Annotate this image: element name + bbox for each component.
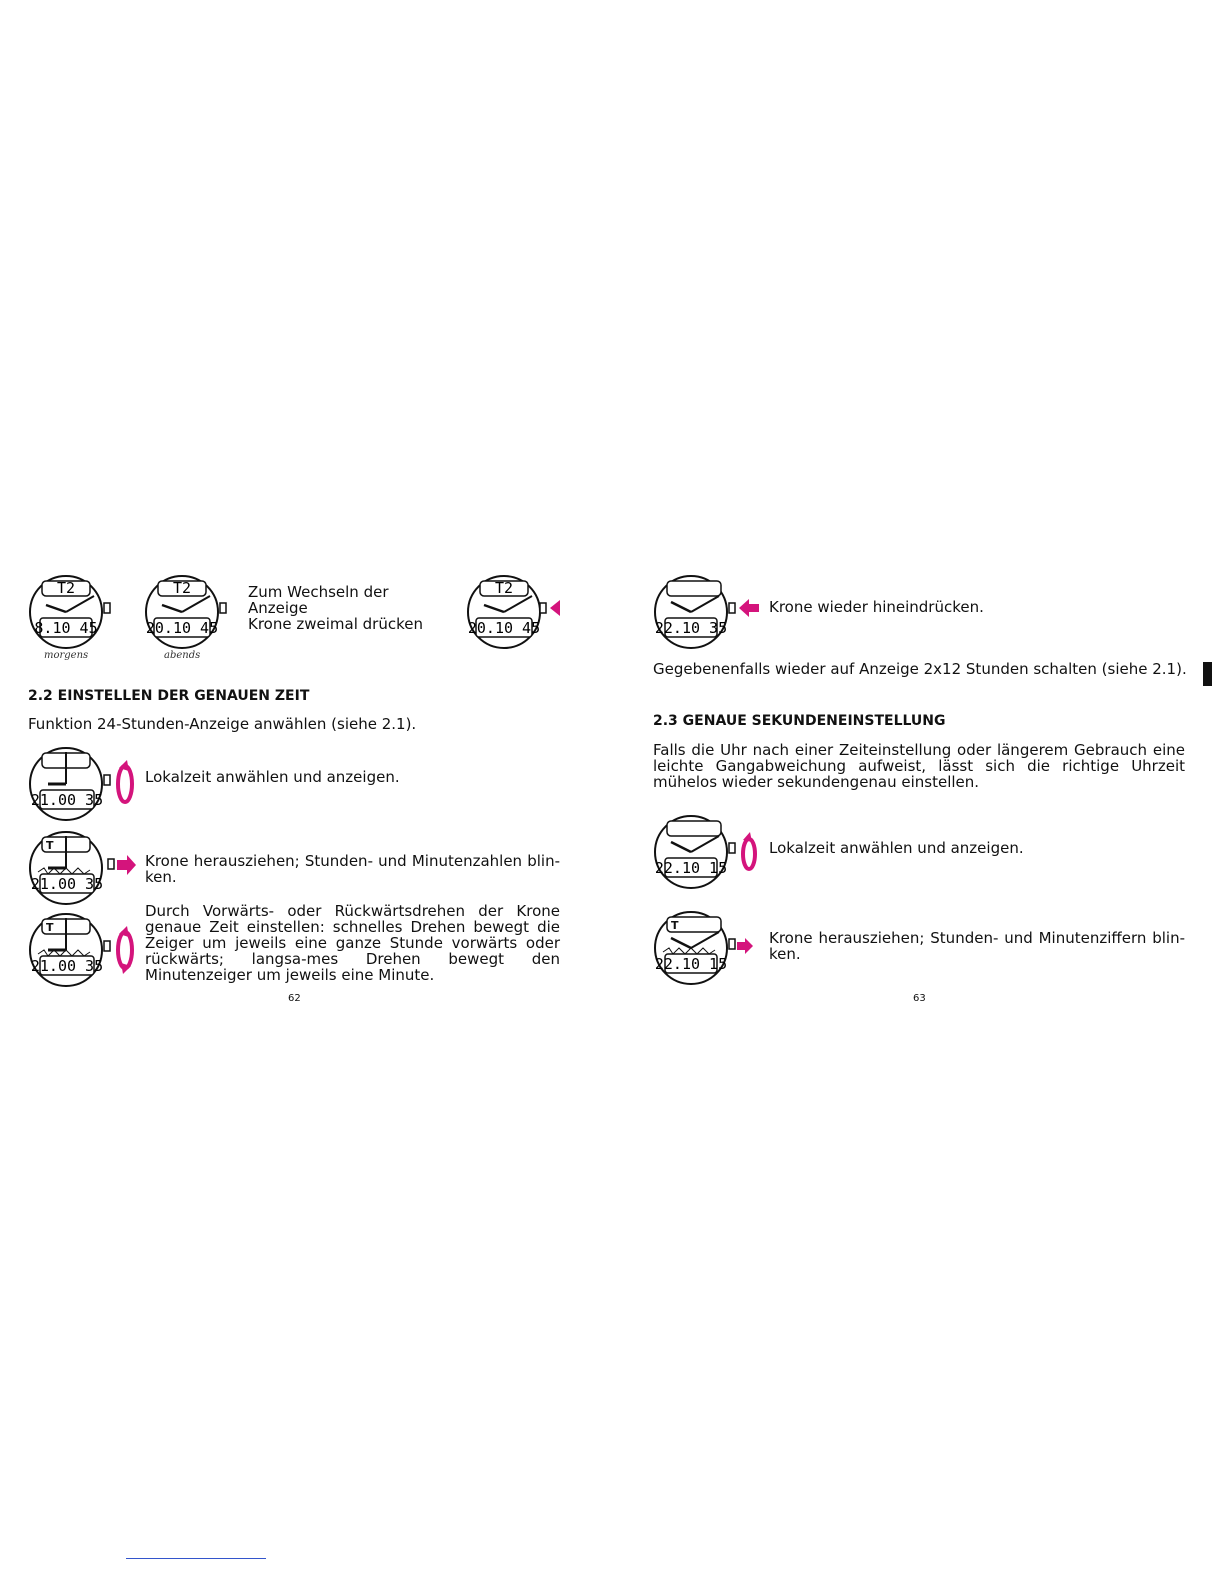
page-number-left: 62 [288, 993, 301, 1004]
intro-2-2: Funktion 24-Stunden-Anzeige anwählen (siehe 2.1). [28, 715, 417, 733]
right-step-1-text: Lokalzeit anwählen und anzeigen. [769, 839, 1024, 857]
push-in-text: Krone wieder hineindrücken. [769, 598, 984, 616]
lcd-bottom-text: 21.00 35 [30, 875, 104, 893]
lcd-bottom-text: 8.10 45 [34, 619, 98, 637]
watch-illustration-push [466, 572, 566, 652]
svg-text:T: T [46, 839, 54, 852]
watch-illustration-right-step-1 [653, 812, 765, 892]
watch-illustration-right-step-2 [653, 908, 765, 988]
watch-illustration-step-1 [28, 744, 140, 824]
svg-text:T: T [46, 921, 54, 934]
page-edge-tab [1203, 662, 1212, 686]
pull-arrow-icon [117, 855, 136, 875]
lcd-top-text: T2 [494, 579, 514, 597]
right-step-2-text: Krone herausziehen; Stunden- und Minutenziffern blin-ken. [769, 929, 1185, 963]
crown-rotate-icon [118, 760, 132, 802]
caption-abends: abends [164, 650, 201, 661]
section-heading-2-2: 2.2 EINSTELLEN DER GENAUEN ZEIT [28, 688, 310, 704]
lcd-bottom-text: 20.10 45 [467, 619, 541, 637]
crown-rotate-icon [743, 832, 755, 869]
section-heading-2-3: 2.3 GENAUE SEKUNDENEINSTELLUNG [653, 713, 946, 729]
watch-illustration-morgens [28, 572, 118, 652]
page-number-right: 63 [913, 993, 926, 1004]
note-2x12: Gegebenenfalls wieder auf Anzeige 2x12 Stunden schalten (siehe 2.1). [653, 660, 1187, 678]
svg-text:T: T [671, 919, 679, 932]
lcd-top-text: T2 [172, 579, 192, 597]
lcd-bottom-text: 21.00 35 [30, 791, 104, 809]
step-3-text: Durch Vorwärts- oder Rückwärtsdrehen der Krone genaue Zeit einstellen: schnelles Drehen bewegt die Zeiger um jeweils eine ganze Stunde vorwärts oder rückwärts; langsa-mes Drehen bewegt den Minutenzeiger um jeweils eine Minute. [145, 902, 560, 984]
lcd-bottom-text: 20.10 45 [145, 619, 219, 637]
instruction-wechseln [248, 584, 452, 632]
intro-2-3: Falls die Uhr nach einer Zeiteinstellung oder längerem Gebrauch eine leichte Gangabweichung aufweist, lässt sich die richtige Uhrzeit mühelos wieder sekundengenau einstellen. [653, 741, 1185, 791]
watch-illustration-step-3 [28, 910, 140, 990]
push-arrow-icon [550, 600, 560, 616]
caption-morgens: morgens [44, 650, 89, 661]
watch-illustration-push-in [653, 572, 765, 652]
watch-illustration-step-2 [28, 828, 140, 908]
push-arrow-icon [739, 599, 759, 617]
crown-rotate-both-icon [118, 926, 132, 974]
lcd-bottom-text: 22.10 15 [654, 955, 728, 973]
lcd-bottom-text: 22.10 15 [654, 859, 728, 877]
instruction-line-1: Zum Wechseln der Anzeige [248, 583, 389, 617]
pull-arrow-icon [737, 938, 753, 954]
hyperlink-underline [126, 1558, 266, 1559]
lcd-top-text: T2 [56, 579, 76, 597]
watch-illustration-abends [144, 572, 234, 652]
instruction-line-2: Krone zweimal drücken [248, 615, 423, 633]
step-1-text: Lokalzeit anwählen und anzeigen. [145, 768, 400, 786]
step-2-text: Krone herausziehen; Stunden- und Minutenzahlen blin-ken. [145, 852, 560, 886]
lcd-bottom-text: 22.10 35 [654, 619, 728, 637]
lcd-bottom-text: 21.00 35 [30, 957, 104, 975]
